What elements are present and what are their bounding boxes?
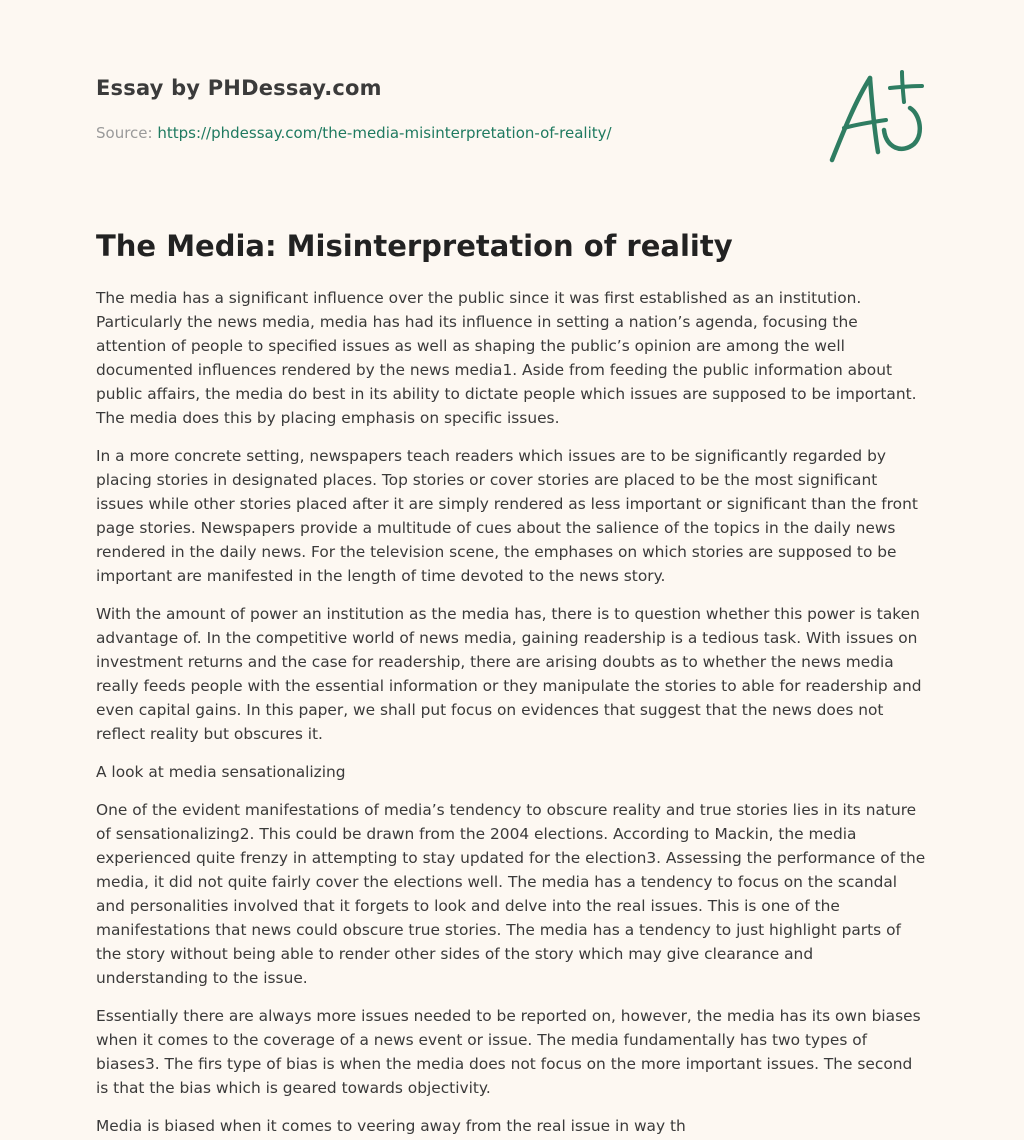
source-label: Source: <box>96 124 158 142</box>
essay-paragraph: The media has a significant influence over the public since it was first established as an institution. Particularly the news media, media has had its influence in setting a nation’s agenda, focusing the attention of people to specified issues as well as shaping the public’s opinion are among the well documented influences rendered by the news media1. Aside from feeding the public information about public affairs, the media do best in its ability to dictate people which issues are supposed to be important. The media does this by placing emphasis on specific issues. <box>96 289 917 427</box>
essay-body <box>96 286 928 1138</box>
section-heading: A look at media sensationalizing <box>96 763 346 781</box>
a-plus-grade-icon <box>826 68 930 168</box>
essay-paragraph: Essentially there are always more issues needed to be reported on, however, the media has its own biases when it comes to the coverage of a news event or issue. The media fundamentally has two types of biases3. The firs type of bias is when the media does not focus on the more important issues. The second is that the bias which is geared towards objectivity. <box>96 1007 921 1097</box>
source-link[interactable]: https://phdessay.com/the-media-misinterpretation-of-reality/ <box>157 124 612 142</box>
essay-paragraph: Media is biased when it comes to veering away from the real issue in way th <box>96 1117 686 1135</box>
page-header <box>96 0 928 196</box>
essay-paragraph: One of the evident manifestations of media’s tendency to obscure reality and true stories lies in its nature of sensationalizing2. This could be drawn from the 2004 elections. According to Mackin, the media experienced quite frenzy in attempting to stay updated for the election3. Assessing the performance of the media, it did not quite fairly cover the elections well. The media has a tendency to focus on the scandal and personalities involved that it forgets to look and delve into the real issues. This is one of the manifestations that news could obscure true stories. The media has a tendency to just highlight parts of the story without being able to render other sides of the story which may give clearance and understanding to the issue. <box>96 801 926 987</box>
site-title: Essay by PHDessay.com <box>96 76 382 100</box>
source-line <box>96 124 612 142</box>
essay-paragraph: With the amount of power an institution as the media has, there is to question whether this power is taken advantage of. In the competitive world of news media, gaining readership is a tedious task. With issues on investment returns and the case for readership, there are arising doubts as to whether the news media really feeds people with the essential information or they manipulate the stories to able for readership and even capital gains. In this paper, we shall put focus on evidences that suggest that the news does not reflect reality but obscures it. <box>96 605 922 743</box>
essay-paragraph: In a more concrete setting, newspapers teach readers which issues are to be significantly regarded by placing stories in designated places. Top stories or cover stories are placed to be the most significant issues while other stories placed after it are simply rendered as less important or significant than the front page stories. Newspapers provide a multitude of cues about the salience of the topics in the daily news rendered in the daily news. For the television scene, the emphases on which stories are supposed to be important are manifested in the length of time devoted to the news story. <box>96 447 918 585</box>
essay-title: The Media: Misinterpretation of reality <box>96 229 733 263</box>
